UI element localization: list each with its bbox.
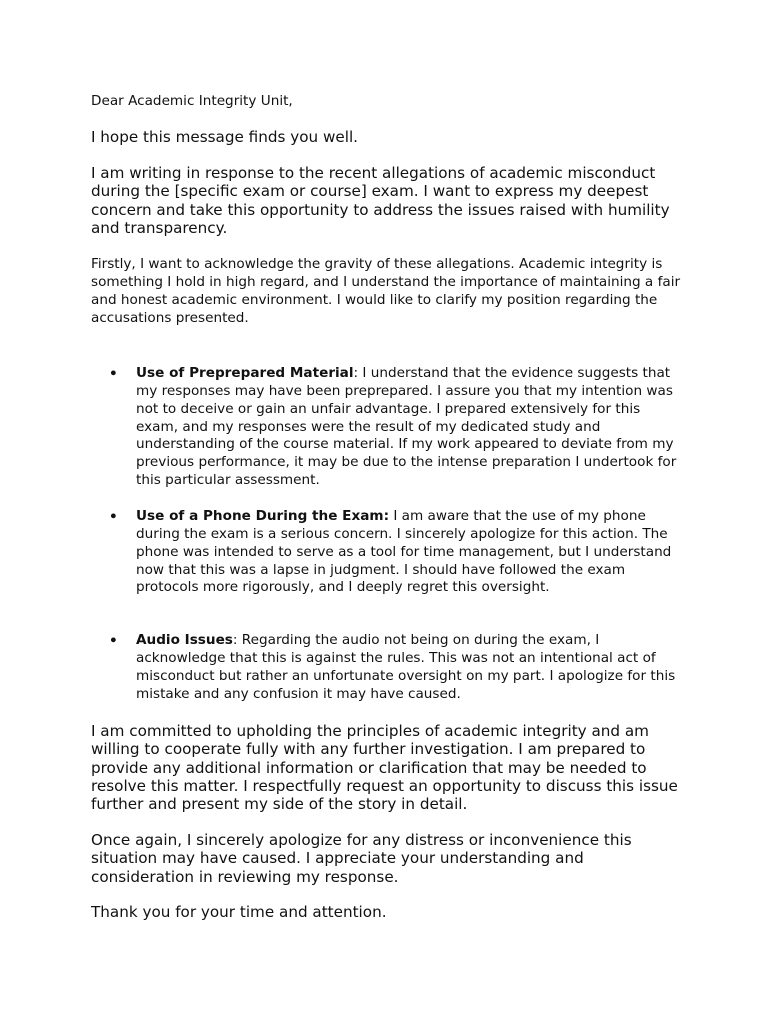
- bullet-body: : Regarding the audio not being on during the exam, I acknowledge that this is against the rules. This was not an intentional act of misconduct but rather an unfortunate oversight on my part. I apologize for this mistake and any confusion it may have caused.: [136, 632, 676, 702]
- bullet-body: I am aware that the use of my phone during the exam is a serious concern. I sincerely apologize for this action. The phone was intended to serve as a tool for time management, but I understand now that this was a lapse in judgment. I should have followed the exam protocols more rigorously, and I deeply regret this oversight.: [136, 508, 672, 596]
- bullet-icon: •: [109, 366, 118, 382]
- bullet-text: [136, 508, 681, 597]
- bullet-heading: Use of a Phone During the Exam:: [136, 508, 390, 524]
- intro-paragraph: I am writing in response to the recent allegations of academic misconduct during the [specific exam or course] exam. I want to express my deepest concern and take this opportunity to address the issues raised with humility and transparency.: [91, 164, 670, 237]
- bullet-heading: Audio Issues: [136, 632, 233, 648]
- commitment-paragraph: I am committed to upholding the principles of academic integrity and am willing to cooperate fully with any further investigation. I am prepared to provide any additional information or clarification that may be needed to resolve this matter. I respectfully request an opportunity to discuss this issue further and present my side of the story in detail.: [91, 722, 678, 814]
- bullet-text: [136, 365, 681, 490]
- salutation: Dear Academic Integrity Unit,: [91, 93, 293, 109]
- bullet-icon: •: [109, 633, 118, 649]
- apology-paragraph: Once again, I sincerely apologize for any distress or inconvenience this situation may have caused. I appreciate your understanding and consideration in reviewing my response.: [91, 831, 632, 886]
- bullet-icon: •: [109, 509, 118, 525]
- opening-paragraph: I hope this message finds you well.: [91, 128, 358, 146]
- bullet-body: : I understand that the evidence suggests that my responses may have been preprepared. I assure you that my intention was not to deceive or gain an unfair advantage. I prepared extensively for this exam, and my responses were the result of my dedicated study and understanding of the course material. If my work appeared to deviate from my previous performance, it may be due to the intense preparation I undertook for this particular assessment.: [136, 365, 677, 489]
- bullet-heading: Use of Preprepared Material: [136, 365, 354, 381]
- closing-line: Thank you for your time and attention.: [91, 903, 387, 921]
- bullet-text: [136, 632, 681, 703]
- firstly-paragraph: Firstly, I want to acknowledge the gravity of these allegations. Academic integrity is something I hold in high regard, and I understand the importance of maintaining a fair and honest academic environment. I would like to clarify my position regarding the accusations presented.: [91, 256, 681, 326]
